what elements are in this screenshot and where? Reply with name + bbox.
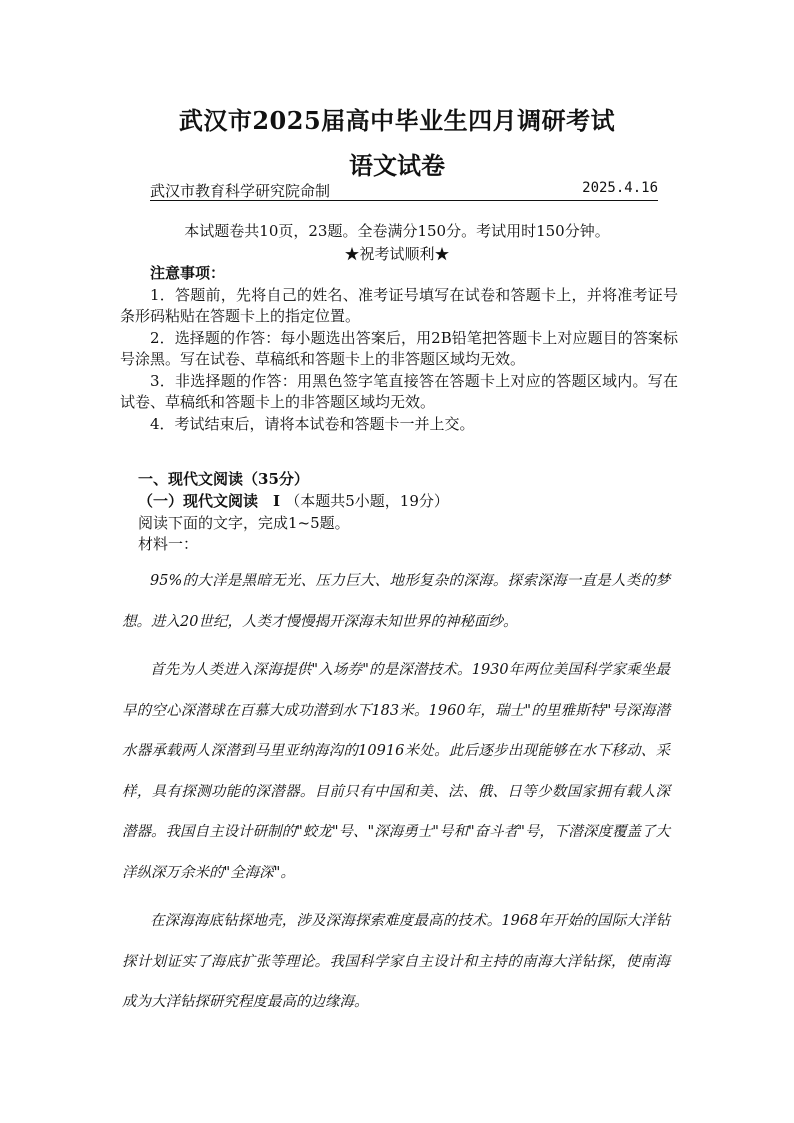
material-label: 材料一： [138, 535, 199, 553]
exam-subtitle: 语文试卷 [349, 151, 445, 180]
issuer: 武汉市教育科学研究院命制 [150, 182, 331, 200]
reading-instruction: 阅读下面的文字，完成1~5题。 [138, 514, 350, 532]
instruction-item: 1．答题前，先将自己的姓名、准考证号填写在试卷和答题卡上，并将准考证号条形码粘贴在答题卡上的指定位置。 [120, 285, 678, 325]
subsection-heading [138, 491, 678, 513]
exam-date: 2025.4.16 [582, 180, 658, 196]
material-paragraph: 在深海海底钻探地壳，涉及深海探索难度最高的技术。1968年开始的国际大洋钻探计划证实了海底扩张等理论。我国科学家自主设计和主持的南海大洋钻探，使南海成为大洋钻探研究程度最高的边缘海。 [122, 913, 670, 1010]
instruction-item: 2．选择题的作答：每小题选出答案后，用2B铅笔把答题卡上对应题目的答案标号涂黑。写在试卷、草稿纸和答题卡上的非答题区域均无效。 [120, 328, 678, 368]
subsection-info: （本题共5小题，19分） [285, 492, 449, 510]
instructions-block [120, 263, 678, 435]
section-heading: 一、现代文阅读（35分） [138, 470, 309, 488]
material-paragraph: 首先为人类进入深海提供"入场券"的是深潜技术。1930年两位美国科学家乘坐最早的空心深潜球在百慕大成功潜到水下183米。1960年，瑞士"的里雅斯特"号深海潜水器承载两人深潜到马里亚纳海沟的10916米处。此后逐步出现能够在水下移动、采样，具有探测功能的深潜器。目前只有中国和美、法、俄、日等少数国家拥有载人深潜器。我国自主设计研制的"蛟龙"号、"深海勇士"号和"奋斗者"号，下潜深度覆盖了大洋纵深万余米的"全海深"。 [122, 662, 670, 881]
material-text [122, 561, 670, 1023]
exam-info: 本试题卷共10页，23题。全卷满分150分。考试用时150分钟。 [184, 222, 610, 240]
good-luck-line: ★祝考试顺利★ [344, 245, 450, 263]
instruction-item: 3．非选择题的作答：用黑色签字笔直接答在答题卡上对应的答题区域内。写在试卷、草稿纸和答题卡上的非答题区域均无效。 [120, 371, 678, 411]
instructions-heading: 注意事项： [150, 264, 226, 282]
exam-title: 武汉市2025届高中毕业生四月调研考试 [178, 106, 616, 135]
subsection-title: （一）现代文阅读 Ⅰ [138, 492, 281, 510]
issuer-line [150, 180, 658, 201]
instruction-item: 4．考试结束后，请将本试卷和答题卡一并上交。 [150, 414, 475, 433]
material-paragraph: 95%的大洋是黑暗无光、压力巨大、地形复杂的深海。探索深海一直是人类的梦想。进入20世纪，人类才慢慢揭开深海未知世界的神秘面纱。 [122, 573, 670, 630]
